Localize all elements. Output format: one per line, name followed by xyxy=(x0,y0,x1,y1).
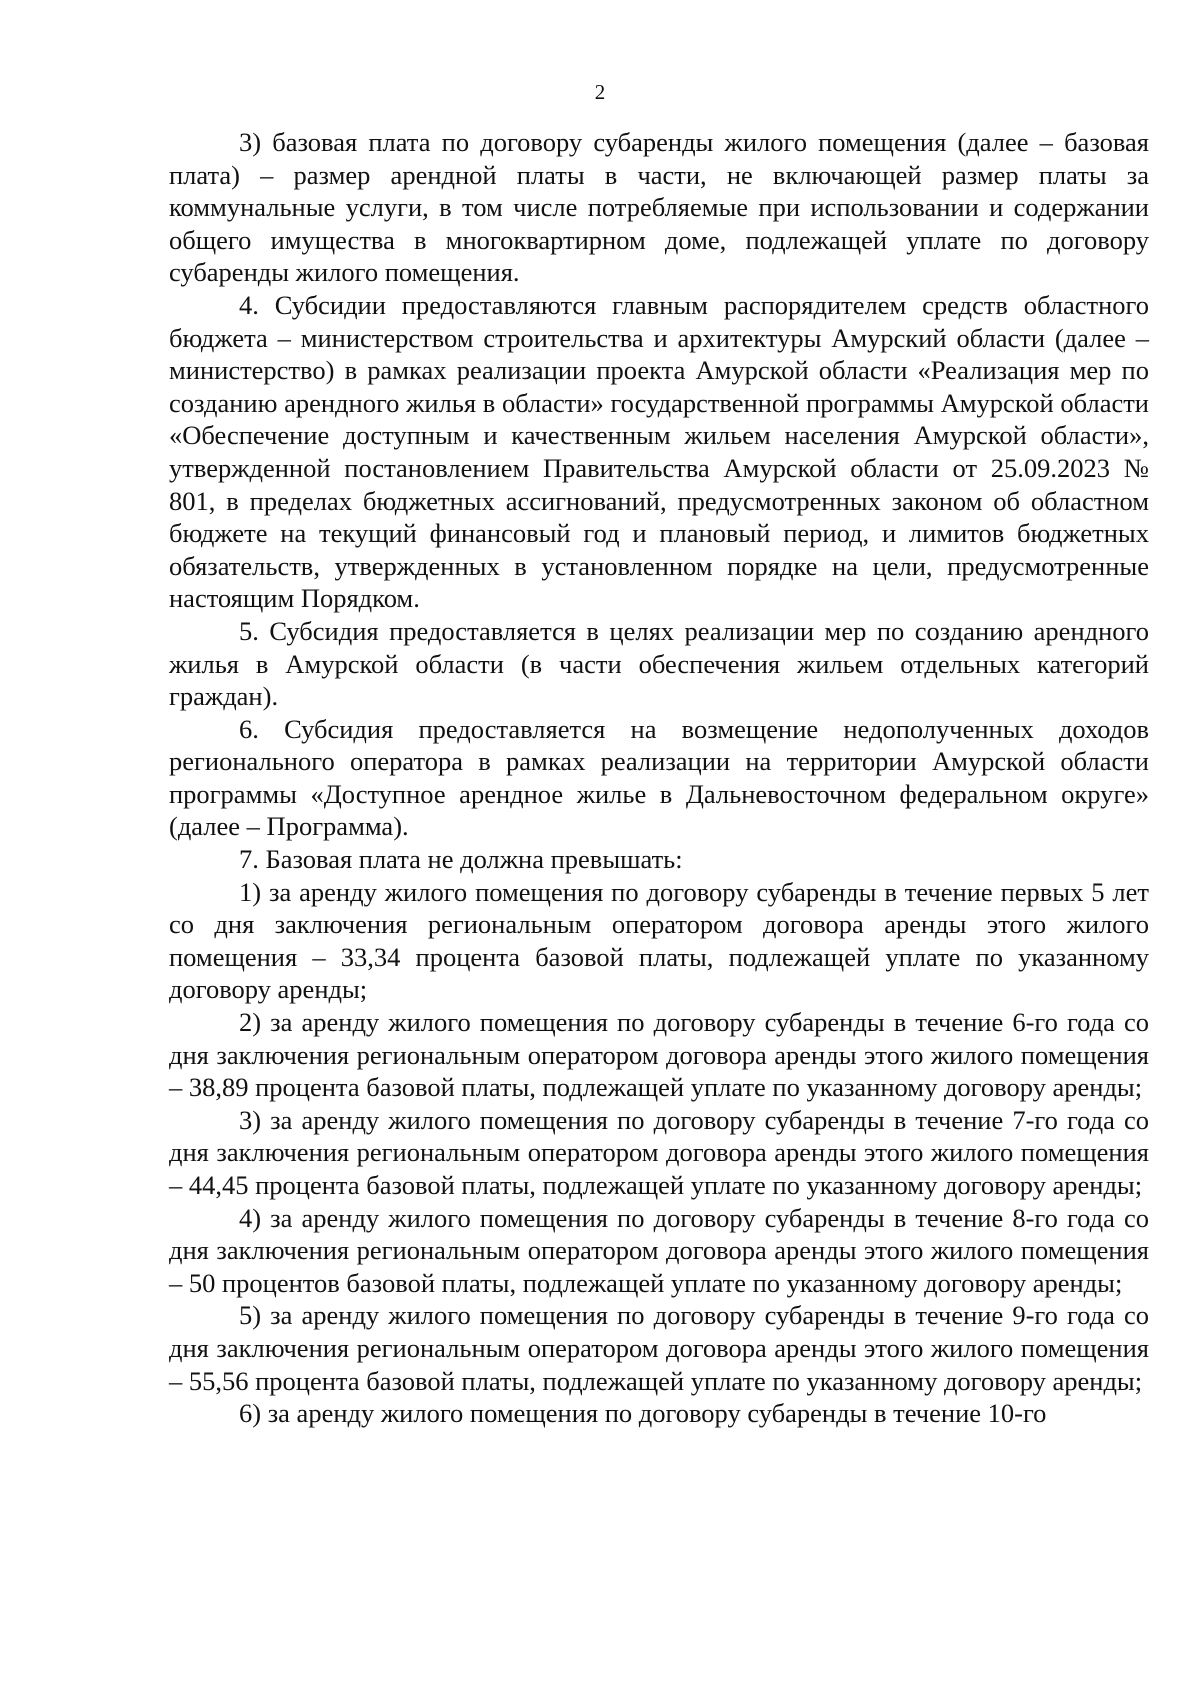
list-item-9th-year: 5) за аренду жилого помещения по договору субаренды в течение 9-го года со дня заключения региональным оператором договора аренды этого жилого помещения – 55,56 процента базовой платы, подлежащей уплате по указанному договору аренды; xyxy=(169,1300,1149,1396)
paragraph-5-subsidy-purpose: 5. Субсидия предоставляется в целях реализации мер по созданию арендного жилья в Амурской области (в части обеспечения жильем отдельных категорий граждан). xyxy=(169,615,1149,712)
paragraph-4-subsidy-provider: 4. Субсидии предоставляются главным распорядителем средств областного бюджета – министерством строительства и архитектуры Амурский области (далее – министерство) в рамках реализации проекта Амурской области «Реализация мер по созданию арендного жилья в области» государственной программы Амурской области «Обеспечение доступным и качественным жильем населения Амурской области», утвержденной постановлением Правительства Амурской области от 25.09.2023 № 801, в пределах бюджетных ассигнований, предусмотренных законом об областном бюджете на текущий финансовый год и плановый период, и лимитов бюджетных обязательств, утвержденных в установленном порядке на цели, предусмотренные настоящим Порядком. xyxy=(169,289,1149,614)
paragraph-6-subsidy-compensation: 6. Субсидия предоставляется на возмещение недополученных доходов регионального оператора в рамках реализации на территории Амурской области программы «Доступное арендное жилье в Дальневосточном федеральном округе» (далее – Программа). xyxy=(169,713,1149,842)
list-item-10th-year: 6) за аренду жилого помещения по договору субаренды в течение 10-го xyxy=(239,1398,1047,1429)
list-item-8th-year: 4) за аренду жилого помещения по договору субаренды в течение 8-го года со дня заключения региональным оператором договора аренды этого жилого помещения – 50 процентов базовой платы, подлежащей уплате по указанному договору аренды; xyxy=(169,1202,1149,1298)
list-item-6th-year: 2) за аренду жилого помещения по договору субаренды в течение 6-го года со дня заключения региональным оператором договора аренды этого жилого помещения – 38,89 процента базовой платы, подлежащей уплате по указанному договору аренды; xyxy=(169,1007,1149,1103)
list-item-7th-year: 3) за аренду жилого помещения по договору субаренды в течение 7-го года со дня заключения региональным оператором договора аренды этого жилого помещения – 44,45 процента базовой платы, подлежащей уплате по указанному договору аренды; xyxy=(169,1104,1149,1200)
paragraph-7-base-fee-limits: 7. Базовая плата не должна превышать: xyxy=(239,844,683,875)
list-item-first-5-years: 1) за аренду жилого помещения по договору субаренды в течение первых 5 лет со дня заключения региональным оператором договора аренды этого жилого помещения – 33,34 процента базовой платы, подлежащей уплате по указанному договору аренды; xyxy=(169,876,1149,1005)
paragraph-3-base-fee-definition: 3) базовая плата по договору субаренды жилого помещения (далее – базовая плата) – размер арендной платы в части, не включающей размер платы за коммунальные услуги, в том числе потребляемые при использовании и содержании общего имущества в многоквартирном доме, подлежащей уплате по договору субаренды жилого помещения. xyxy=(169,127,1149,288)
page-number: 2 xyxy=(594,80,606,104)
document-body xyxy=(169,126,1149,1430)
